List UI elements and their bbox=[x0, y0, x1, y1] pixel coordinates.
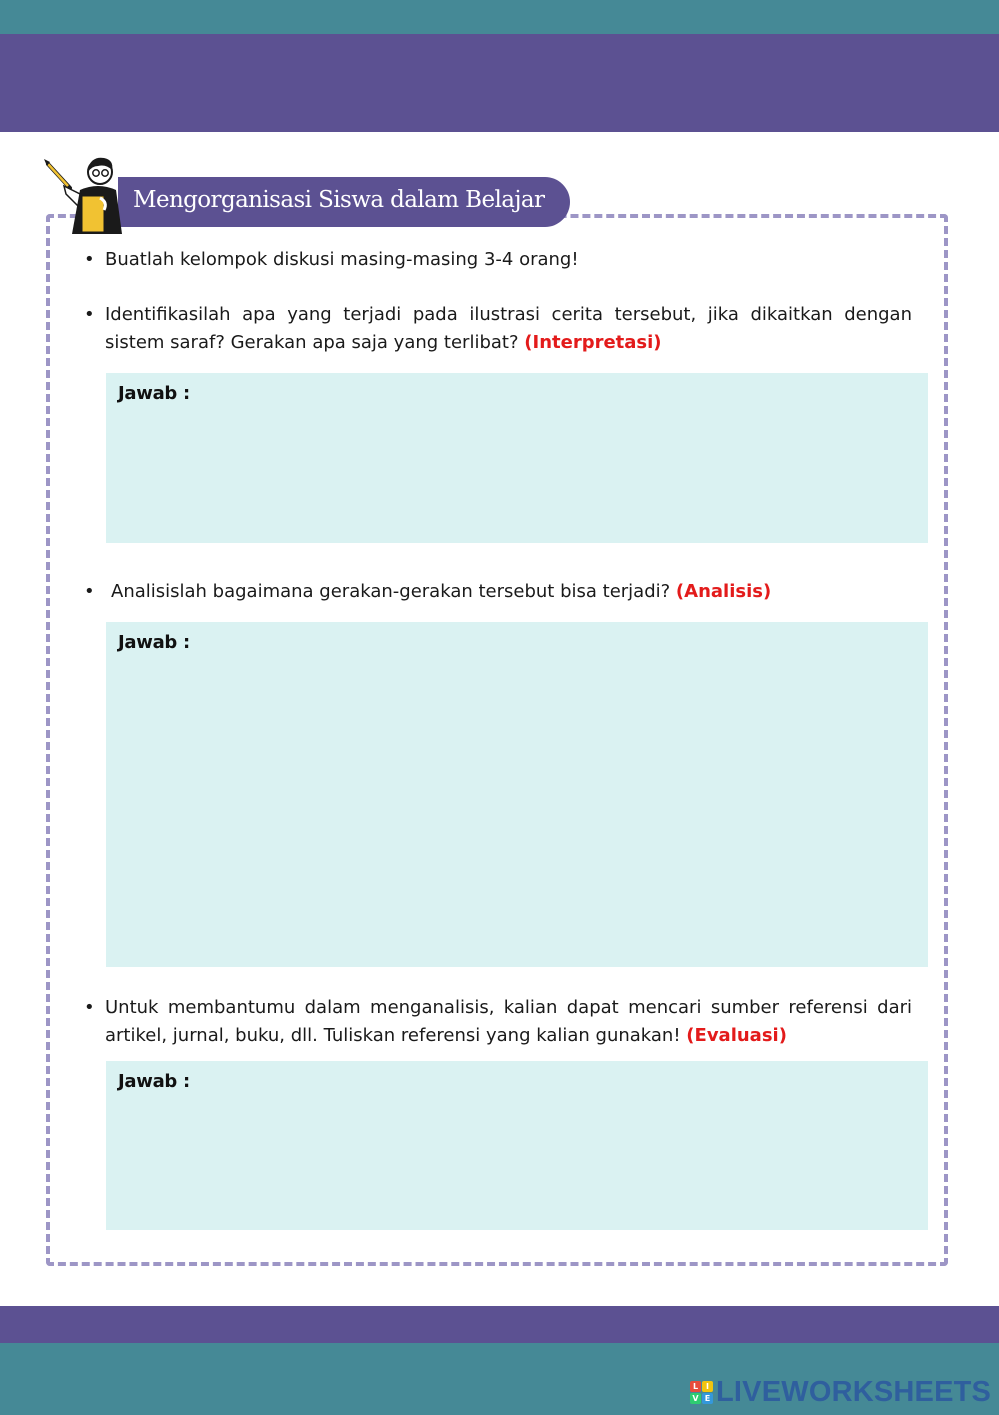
list-item bbox=[84, 246, 912, 274]
answer-box[interactable] bbox=[106, 622, 928, 967]
answer-box[interactable] bbox=[106, 373, 928, 543]
bullet-marker: • bbox=[84, 249, 95, 270]
item-tag: (Evaluasi) bbox=[686, 1025, 787, 1046]
list-item bbox=[84, 301, 912, 357]
top-teal-band bbox=[0, 0, 999, 34]
bullet-marker: • bbox=[84, 581, 95, 602]
item-text: Identifikasilah apa yang terjadi pada ilustrasi cerita tersebut, jika dikaitkan dengan sistem saraf? Gerakan apa saja yang terlibat? bbox=[105, 304, 912, 353]
answer-box[interactable] bbox=[106, 1061, 928, 1230]
top-purple-band bbox=[0, 34, 999, 132]
item-text: Buatlah kelompok diskusi masing-masing 3-4 orang! bbox=[105, 249, 579, 270]
answer-label: Jawab : bbox=[118, 632, 190, 653]
section-title: Mengorganisasi Siswa dalam Belajar bbox=[133, 187, 545, 213]
answer-label: Jawab : bbox=[118, 383, 190, 404]
item-text: Untuk membantumu dalam menganalisis, kalian dapat mencari sumber referensi dari artikel, jurnal, buku, dll. Tuliskan referensi yang kalian gunakan! bbox=[105, 997, 912, 1046]
list-item bbox=[84, 578, 912, 606]
item-tag: (Analisis) bbox=[675, 581, 772, 602]
answer-label: Jawab : bbox=[118, 1071, 190, 1092]
bottom-purple-band bbox=[0, 1306, 999, 1343]
bullet-marker: • bbox=[84, 304, 95, 325]
brand-name: LIVEWORKSHEETS bbox=[716, 1375, 992, 1408]
list-item bbox=[84, 994, 912, 1050]
teacher-illustration-icon bbox=[42, 150, 142, 234]
item-text: Analisislah bagaimana gerakan-gerakan tersebut bisa terjadi? bbox=[111, 581, 671, 602]
item-tag: (Interpretasi) bbox=[524, 332, 662, 353]
bullet-marker: • bbox=[84, 997, 95, 1018]
liveworksheets-logo bbox=[690, 1374, 991, 1410]
liveworksheets-mark-icon: L I V E bbox=[690, 1381, 713, 1404]
